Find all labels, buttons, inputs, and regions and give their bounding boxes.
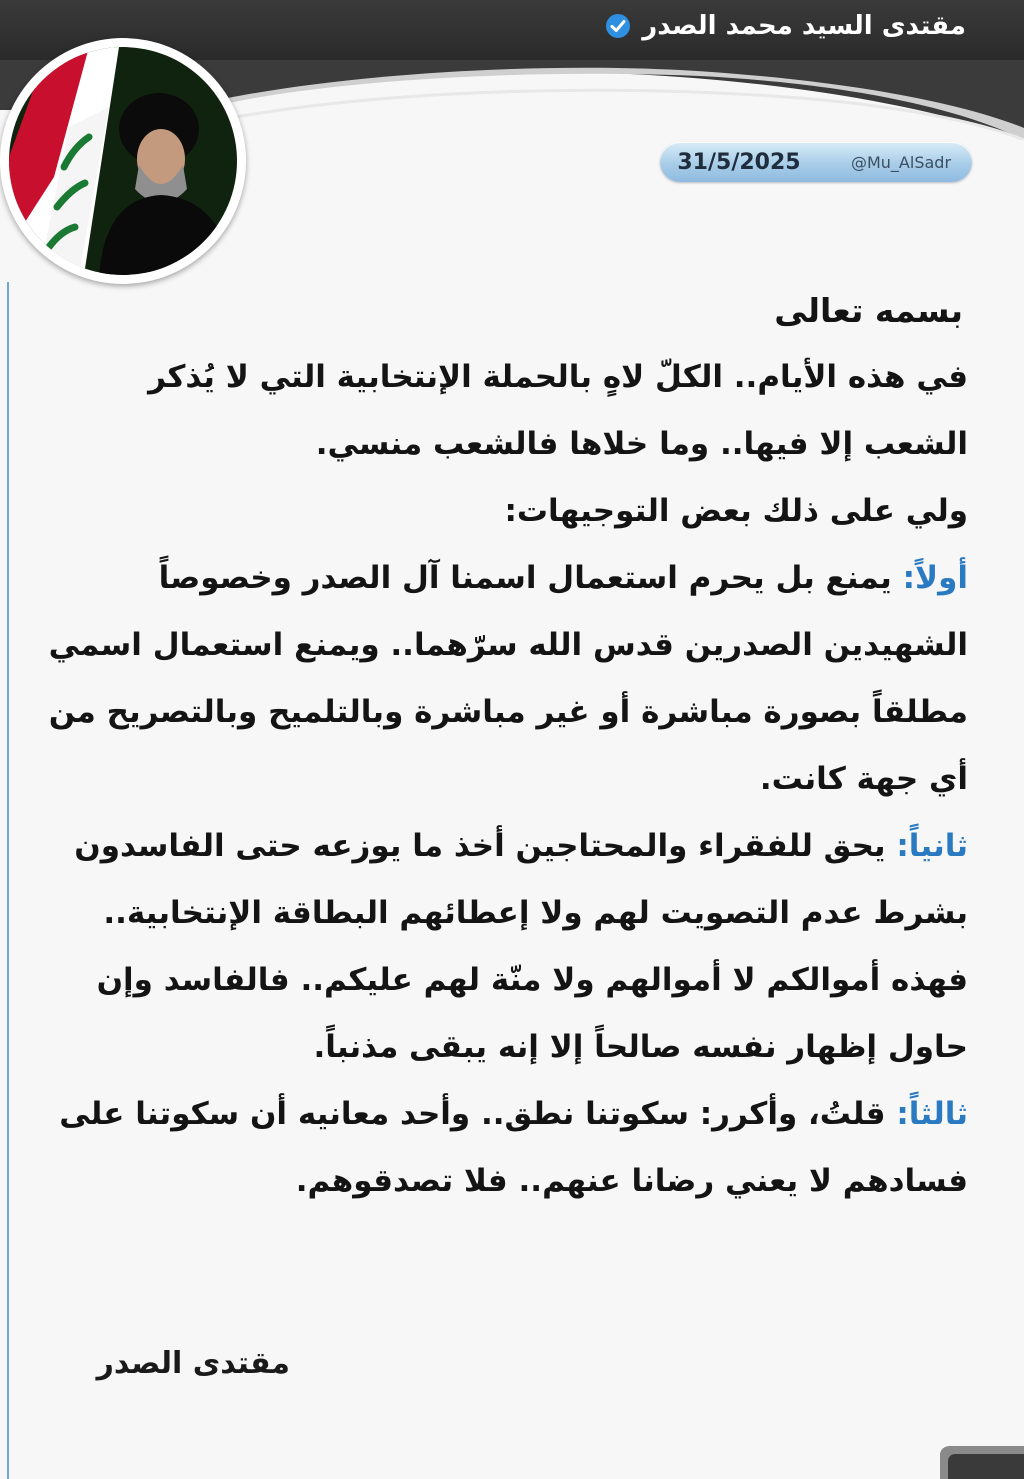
point-second [40,813,968,1081]
signature: مقتدى الصدر [96,1346,290,1381]
point-second-label: ثانياً: [896,828,968,864]
statement-body [40,282,968,1382]
point-third-label: ثالثاً: [896,1096,968,1132]
point-second-text: يحق للفقراء والمحتاجين أخذ ما يوزعه حتى الفاسدون بشرط عدم التصويت لهم ولا إعطائهم البطاقة الإنتخابية.. فهذه أموالكم لا أموالهم ولا منّة لهم عليكم.. فالفاسد وإن حاول إظهار نفسه صالحاً إلا إنه يبقى مذنباً. [74,828,968,1065]
avatar[interactable] [0,38,246,284]
point-first [40,545,968,813]
point-first-label: أولاً: [902,560,968,596]
author-name[interactable]: مقتدى السيد محمد الصدر [642,11,966,41]
author-handle[interactable]: @Mu_AlSadr [850,153,952,172]
point-third [40,1081,968,1215]
profile-photo-icon [9,47,237,275]
point-first-text: يمنع بل يحرم استعمال اسمنا آل الصدر وخصوصاً الشهيدين الصدرين قدس الله سرّهما.. ويمنع استعمال اسمي مطلقاً بصورة مباشرة أو غير مباشرة وبالتلميح وبالتصريح من أي جهة كانت. [48,560,968,797]
intro-paragraph: في هذه الأيام.. الكلّ لاهٍ بالحملة الإنتخابية التي لا يُذكر الشعب إلا فيها.. وما خلاها فالشعب منسي. [148,359,968,462]
side-accent-line [7,282,9,1479]
point-third-text: قلتُ، وأكرر: سكوتنا نطق.. وأحد معانيه أن سكوتنا على فسادهم لا يعني رضانا عنهم.. فلا تصدقوهم. [59,1096,968,1199]
directives-lead: ولي على ذلك بعض التوجيهات: [504,493,968,529]
basmala-heading: بسمه تعالى [774,291,963,330]
author-row[interactable] [604,8,966,44]
verified-badge-icon [604,12,632,40]
corner-decoration-icon [920,1436,1024,1479]
post-date: 31/5/2025 [677,150,801,175]
